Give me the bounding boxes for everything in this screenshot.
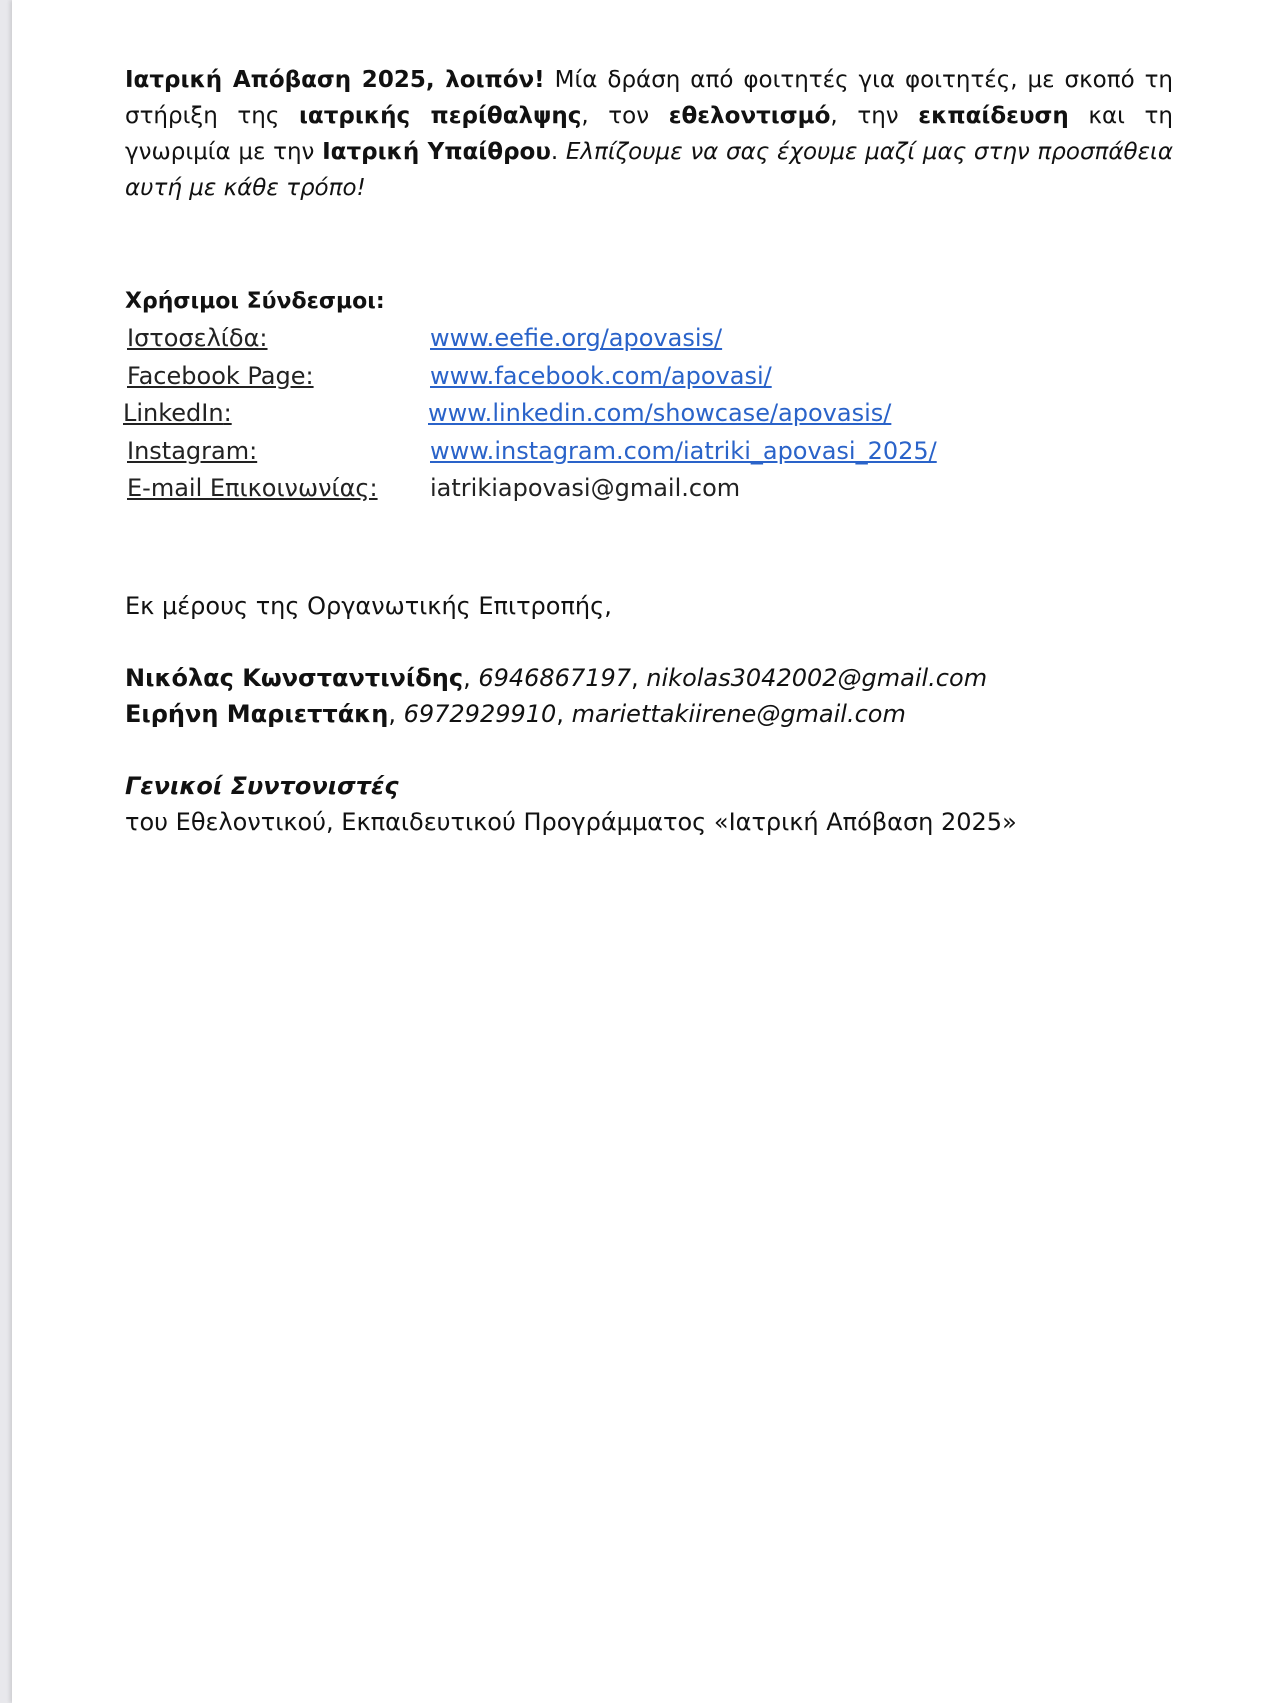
coordinator-row bbox=[125, 696, 1173, 732]
link-row-instagram bbox=[125, 433, 1173, 471]
link-label-website: Ιστοσελίδα: bbox=[127, 324, 268, 352]
coordinator-phone: 6946867197 bbox=[478, 663, 632, 692]
website-link[interactable]: www.eefie.org/apovasis/ bbox=[430, 324, 723, 352]
coordinator-name: Νικόλας Κωνσταντινίδης bbox=[125, 663, 464, 692]
link-label-linkedin bbox=[123, 395, 428, 433]
coordinator-name: Ειρήνη Μαριεττάκη bbox=[125, 699, 389, 728]
intro-text-5: . bbox=[550, 139, 566, 165]
linkedin-label-text: LinkedIn bbox=[123, 399, 224, 427]
intro-volunteering: εθελοντισμό bbox=[668, 103, 831, 129]
coordinator-row bbox=[125, 660, 1173, 696]
intro-paragraph bbox=[125, 62, 1173, 206]
coordinators-list bbox=[125, 660, 1173, 732]
document-page bbox=[12, 0, 1274, 1703]
intro-medical-care: ιατρικής περίθαλψης bbox=[298, 103, 582, 129]
role-title: Γενικοί Συντονιστές bbox=[125, 771, 399, 800]
document-content bbox=[125, 62, 1173, 840]
signoff-line: Εκ μέρους της Οργανωτικής Επιτροπής, bbox=[125, 591, 612, 620]
intro-closing-italic: Ελπίζουμε να σας έχουμε μαζί μας στην προσπάθεια αυτή με κάθε τρόπο! bbox=[125, 139, 1173, 201]
instagram-link[interactable]: www.instagram.com/iatriki_apovasi_2025/ bbox=[430, 436, 937, 465]
linkedin-label-colon: : bbox=[223, 399, 232, 427]
facebook-link[interactable]: www.facebook.com/apovasi/ bbox=[430, 361, 772, 390]
link-row-linkedin bbox=[125, 395, 1173, 433]
link-row-email bbox=[125, 470, 1173, 508]
separator: , bbox=[463, 663, 479, 692]
intro-text-1: Μία δράση από φοιτητές για φοιτητές, με σκοπό τη στήριξη της bbox=[125, 67, 1174, 129]
intro-program-name: Ιατρική Απόβαση 2025, λοιπόν! bbox=[125, 67, 545, 93]
link-label-email: E-mail Επικοινωνίας: bbox=[127, 474, 378, 502]
useful-links-table bbox=[125, 320, 1173, 508]
coordinator-phone: 6972929910 bbox=[403, 699, 557, 728]
link-row-website bbox=[125, 320, 1173, 358]
coordinators-role bbox=[125, 768, 1173, 840]
link-label-facebook: Facebook Page: bbox=[127, 361, 314, 390]
separator: , bbox=[631, 663, 647, 692]
intro-rural-medicine: Ιατρική Υπαίθρου bbox=[322, 139, 551, 165]
role-subtitle: του Εθελοντικού, Εκπαιδευτικού Προγράμματος «Ιατρική Απόβαση 2025» bbox=[125, 807, 1017, 836]
intro-text-2: , τον bbox=[581, 103, 669, 129]
coordinator-email: nikolas3042002@gmail.com bbox=[646, 663, 988, 692]
intro-text-3: , την bbox=[830, 103, 919, 129]
useful-links-heading: Χρήσιμοι Σύνδεσμοι: bbox=[125, 289, 385, 314]
contact-email: iatrikiapovasi@gmail.com bbox=[430, 474, 741, 502]
coordinator-email: mariettakiirene@gmail.com bbox=[571, 699, 906, 728]
separator: , bbox=[556, 699, 572, 728]
link-row-facebook bbox=[125, 358, 1173, 396]
separator: , bbox=[388, 699, 404, 728]
linkedin-link[interactable]: www.linkedin.com/showcase/apovasis/ bbox=[428, 399, 892, 427]
intro-text-4: και τη γνωριμία με την bbox=[125, 103, 1173, 165]
intro-education: εκπαίδευση bbox=[918, 103, 1069, 129]
link-label-instagram: Instagram: bbox=[127, 436, 258, 465]
